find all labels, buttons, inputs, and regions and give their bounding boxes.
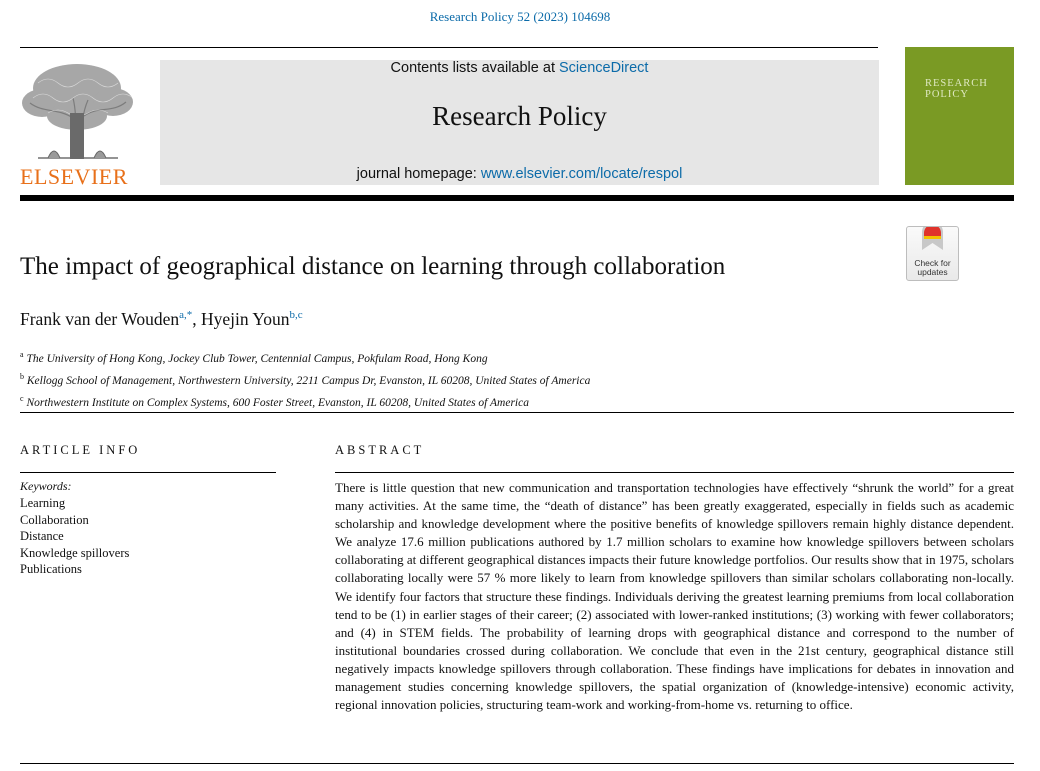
keywords-list — [20, 495, 129, 578]
sciencedirect-link[interactable]: ScienceDirect — [559, 60, 649, 76]
bottom-rule — [20, 763, 1014, 764]
keyword-item: Knowledge spillovers — [20, 545, 130, 560]
affiliation-mark: a — [20, 350, 24, 359]
abstract-heading: ABSTRACT — [335, 443, 425, 457]
keyword-item: Learning — [20, 496, 66, 510]
author-affiliation-marks[interactable]: a,* — [179, 309, 193, 322]
author-name[interactable]: Frank van der Wouden — [20, 309, 180, 329]
journal-cover-image[interactable] — [905, 47, 1014, 185]
affiliation-mark: b — [20, 371, 24, 381]
publisher-wordmark: ELSEVIER — [20, 164, 128, 189]
check-for-updates-label: Check for updates — [914, 258, 951, 277]
header-top-rule — [20, 47, 878, 48]
section-rule — [20, 412, 1014, 413]
header-thick-rule — [20, 195, 1014, 201]
affiliation-item — [20, 368, 590, 390]
article-info-rule — [20, 472, 276, 473]
journal-name: Research Policy — [432, 101, 607, 131]
cover-title — [925, 78, 1005, 100]
keyword-item: Distance — [20, 529, 64, 543]
cover-title-line1: RESEARCH — [925, 78, 988, 89]
affiliations — [20, 346, 590, 411]
affiliation-item — [20, 390, 590, 412]
keywords-label: Keywords: — [20, 479, 72, 493]
journal-citation[interactable]: Research Policy 52 (2023) 104698 — [429, 9, 611, 24]
affiliation-item — [20, 346, 590, 368]
cover-title-line2: POLICY — [925, 89, 969, 100]
contents-prefix: Contents lists available at — [390, 60, 559, 76]
affiliation-text: Kellogg School of Management, Northwestern University, 2211 Campus Dr, Evanston, IL 60208, United States of America — [26, 374, 591, 387]
affiliation-mark: c — [20, 393, 24, 403]
author-name[interactable]: Hyejin Youn — [201, 309, 290, 329]
author-separator: , — [192, 309, 202, 329]
abstract-rule — [335, 472, 1014, 473]
author-list — [20, 309, 303, 330]
affiliation-text: The University of Hong Kong, Jockey Club Tower, Centennial Campus, Pokfulam Road, Hong Kong — [26, 352, 488, 365]
keyword-item: Collaboration — [20, 512, 89, 527]
contents-line — [160, 60, 879, 76]
bookmark-ribbon-icon — [907, 227, 958, 259]
abstract-text: There is little question that new communication and transportation technologies have effectively “shrunk the world” for a great many activities. At the same time, the “death of distance” has been greatly exaggerated, especially in fields such as academic scholarship and knowledge development where the positive benefits of knowledge spillovers remain highly distance dependent. We analyze 17.6 million publications authored by 1.7 million scholars to examine how knowledge spillovers between scholars collaborating at different geographical distances impacts their future knowledge portfolios. Our results show that in 1975, scholars collaborating locally were 57 % more likely to learn from knowledge spillovers than similar scholars collaborating non-locally. We identify four factors that structure these findings. Individuals deriving the greatest learning premiums from local collaboration tend to be (1) in earlier stages of their career; (2) associated with lower-ranked institutions; (3) working with fewer collaborators; and (4) in STEM fields. The probability of learning drops with geographical distance and correspond to the number of institutional boundaries crossed during collaboration. We conclude that even in the 21st century, geographical distance still negatively impacts knowledge spillovers through collaboration. These findings have implications for debates in innovation and management studies concerning knowledge spillovers, the spatial organization of (knowledge-intensive) economic activity, regional innovation policies, structuring team-work and working-from-home vs. returning to office. — [335, 480, 1014, 713]
author-affiliation-marks[interactable]: b,c — [289, 309, 303, 322]
affiliation-text: Northwestern Institute on Complex Systems, 600 Foster Street, Evanston, IL 60208, United States of America — [26, 396, 529, 409]
homepage-line — [160, 166, 879, 182]
article-info-heading: ARTICLE INFO — [20, 443, 141, 457]
keyword-item: Publications — [20, 562, 82, 576]
article-title: The impact of geographical distance on learning through collaboration — [20, 253, 726, 280]
homepage-prefix: journal homepage: — [356, 166, 481, 182]
journal-homepage-link[interactable]: www.elsevier.com/locate/respol — [480, 166, 683, 182]
